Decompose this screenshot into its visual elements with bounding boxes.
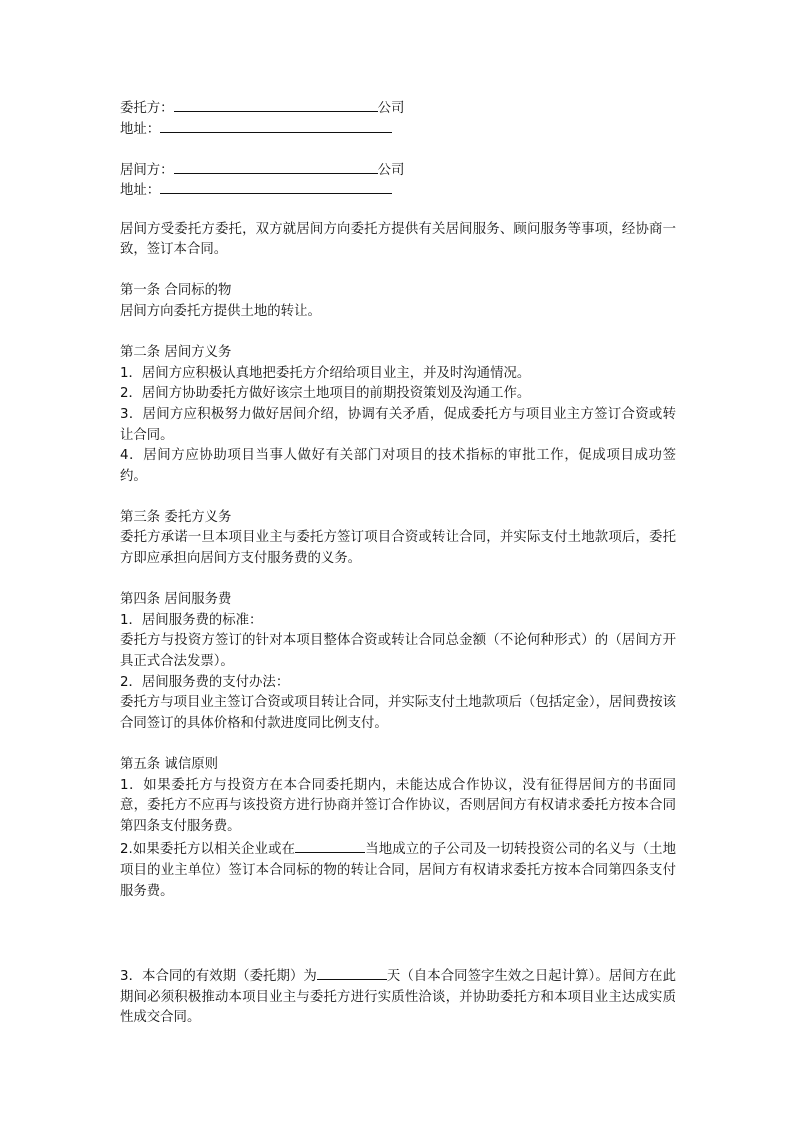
article-4-title: 第四条 居间服务费 — [120, 592, 232, 608]
article-4-sub2-title: 2．居间服务费的支付办法： — [120, 674, 290, 690]
broker-address-label: 地址： — [120, 183, 161, 199]
article-4-sub1-body: 委托方与投资方签订的针对本项目整体合资或转让合同总金额（不论何种形式）的（居间方开具正式合法发票）。 — [120, 633, 676, 670]
term-days-blank[interactable] — [317, 964, 387, 980]
article-4-sub2-body: 委托方与项目业主签订合资或项目转让合同，并实际支付土地款项后（包括定金），居间费按该合同签订的具体价格和付款进度同比例支付。 — [120, 695, 676, 731]
article-2-item-3: 3．居间方应积极努力做好居间介绍，协调有关矛盾，促成委托方与项目业主方签订合资或转让合同。 — [120, 406, 676, 443]
article-2-title: 第二条 居间方义务 — [120, 345, 232, 361]
article-5-title: 第五条 诚信原则 — [120, 757, 218, 772]
client-company-suffix: 公司 — [377, 101, 405, 116]
contract-document — [120, 96, 676, 1029]
location-blank[interactable] — [295, 837, 365, 853]
article-5-item-1: 1．如果委托方与投资方在本合同委托期内，未能达成合作协议，没有征得居间方的书面同意，委托方不应再与该投资方进行协商并签订合作协议，否则居间方有权请求委托方按本合同第四条支付服务费。 — [120, 777, 676, 834]
article-3-body: 委托方承诺一旦本项目业主与委托方签订项目合资或转让合同，并实际支付土地款项后，委托方即应承担向居间方支付服务费的义务。 — [120, 530, 676, 567]
article-5-item-3-post: 天（自本合同签字生效之日起计算）。居间方在此期间必须积极推动本项目业主与委托方进行实质性洽谈，并协助委托方和本项目业主达成实质性成交合同。 — [120, 969, 676, 1026]
broker-company-line — [120, 158, 676, 179]
article-1-body: 居间方向委托方提供土地的转让。 — [120, 303, 321, 319]
article-5-item-3-pre: 3．本合同的有效期（委托期）为 — [120, 969, 317, 985]
article-3-title: 第三条 委托方义务 — [120, 509, 232, 525]
broker-company-suffix: 公司 — [377, 162, 405, 178]
article-5-item-2-post: 当地成立的子公司及一切转投资公司的名义与（土地项目的业主单位）签订本合同标的物的转让合同，居间方有权请求委托方按本合同第四条支付服务费。 — [120, 842, 676, 899]
broker-address-blank[interactable] — [160, 178, 392, 194]
client-address-label: 地址： — [120, 121, 161, 137]
article-1-title: 第一条 合同标的物 — [120, 283, 232, 299]
intro-paragraph: 居间方受委托方委托，双方就居间方向委托方提供有关居间服务、顾问服务等事项，经协商一致，签订本合同。 — [120, 221, 676, 258]
article-5-item-3 — [120, 964, 676, 1029]
article-5-item-2-pre: 2.如果委托方以相关企业或在 — [120, 842, 296, 858]
article-2-item-1: 1．居间方应积极认真地把委托方介绍给项目业主，并及时沟通情况。 — [120, 365, 531, 381]
client-company-blank[interactable] — [174, 96, 378, 112]
client-company-line — [120, 96, 676, 117]
broker-label: 居间方： — [120, 162, 174, 178]
article-2-item-4: 4．居间方应协助项目当事人做好有关部门对项目的技术指标的审批工作，促成项目成功签约。 — [120, 448, 676, 484]
broker-address-line — [120, 178, 676, 199]
client-address-blank[interactable] — [160, 117, 392, 133]
client-address-line — [120, 117, 676, 138]
article-2-item-2: 2．居间方协助委托方做好该宗土地项目的前期投资策划及沟通工作。 — [120, 386, 531, 402]
client-label: 委托方： — [120, 101, 174, 116]
article-4-sub1-title: 1．居间服务费的标准： — [120, 612, 263, 628]
article-5-item-2 — [120, 837, 676, 902]
broker-company-blank[interactable] — [174, 158, 378, 174]
